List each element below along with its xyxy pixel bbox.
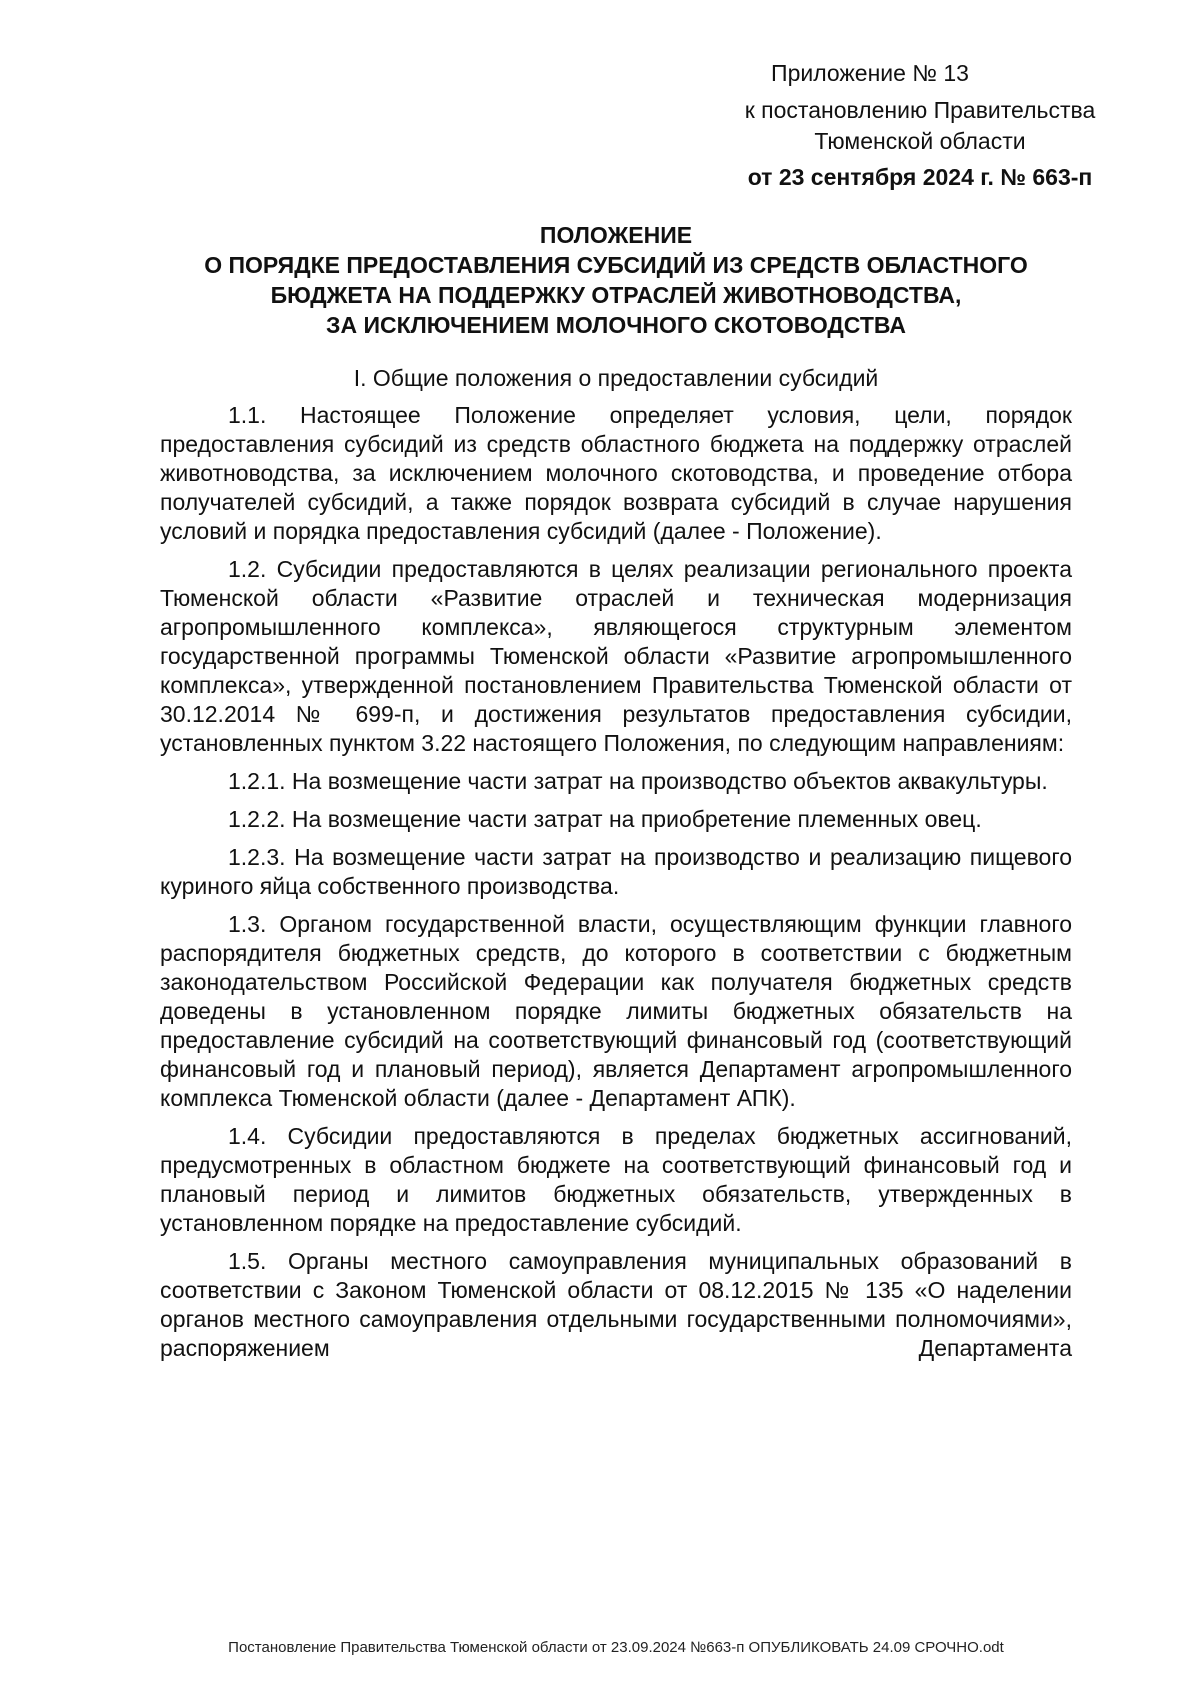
- section-heading: I. Общие положения о предоставлении субсидий: [353, 365, 879, 391]
- paragraph-1-5: 1.5. Органы местного самоуправления муниципальных образований в соответствии с Законом Тюменской области от 08.12.2015 № 135 «О наделении органов местного самоуправления отдельными государственными полномочиями», распоряжением Департамента: [160, 1248, 1072, 1361]
- paragraph-1-1: 1.1. Настоящее Положение определяет условия, цели, порядок предоставления субсидий из средств областного бюджета на поддержку отраслей животноводства, за исключением молочного скотоводства, и проведение отбора получателей субсидий, а также порядок возврата субсидий в случае нарушения условий и порядка предоставления субсидий (далее - Положение).: [160, 402, 1072, 544]
- appendix-reference: [700, 95, 1140, 157]
- title-line-4: ЗА ИСКЛЮЧЕНИЕМ МОЛОЧНОГО СКОТОВОДСТВА: [326, 312, 906, 338]
- title-line-1: ПОЛОЖЕНИЕ: [539, 222, 693, 248]
- appendix-reference-line-2: Тюменской области: [814, 128, 1026, 154]
- paragraph-1-4: 1.4. Субсидии предоставляются в пределах бюджетных ассигнований, предусмотренных в областном бюджете на соответствующий финансовый год и плановый период и лимитов бюджетных обязательств, утвержденных в установленном порядке на предоставление субсидий.: [160, 1123, 1072, 1236]
- document-body: [160, 401, 1072, 1372]
- paragraph-1-2-3: 1.2.3. На возмещение части затрат на производство и реализацию пищевого куриного яйца собственного производства.: [160, 844, 1072, 899]
- paragraph-1-2-2: 1.2.2. На возмещение части затрат на приобретение племенных овец.: [228, 806, 982, 832]
- paragraph-1-2: 1.2. Субсидии предоставляются в целях реализации регионального проекта Тюменской области «Развитие отраслей и техническая модернизация агропромышленного комплекса», являющегося структурным элементом государственной программы Тюменской области «Развитие агропромышленного комплекса», утвержденной постановлением Правительства Тюменской области от 30.12.2014 № 699-п, и достижения результатов предоставления субсидии, установленных пунктом 3.22 настоящего Положения, по следующим направлениям:: [160, 556, 1072, 756]
- appendix-number: Приложение № 13: [771, 60, 969, 86]
- paragraph-1-2-1: 1.2.1. На возмещение части затрат на производство объектов аквакультуры.: [228, 768, 1048, 794]
- appendix-date: от 23 сентября 2024 г. № 663-п: [747, 164, 1093, 190]
- title-line-3: БЮДЖЕТА НА ПОДДЕРЖКУ ОТРАСЛЕЙ ЖИВОТНОВОДСТВА,: [270, 282, 962, 308]
- title-line-2: О ПОРЯДКЕ ПРЕДОСТАВЛЕНИЯ СУБСИДИЙ ИЗ СРЕДСТВ ОБЛАСТНОГО: [204, 252, 1028, 278]
- document-title: [160, 220, 1072, 340]
- page-footer: Постановление Правительства Тюменской области от 23.09.2024 №663-п ОПУБЛИКОВАТЬ 24.09 СРОЧНО.odt: [228, 1639, 1004, 1656]
- appendix-reference-line-1: к постановлению Правительства: [744, 97, 1096, 123]
- paragraph-1-3: 1.3. Органом государственной власти, осуществляющим функции главного распорядителя бюджетных средств, до которого в соответствии с бюджетным законодательством Российской Федерации как получателя бюджетных средств доведены в установленном порядке лимиты бюджетных обязательств на предоставление субсидий на соответствующий финансовый год (соответствующий финансовый год и плановый период), является Департамент агропромышленного комплекса Тюменской области (далее - Департамент АПК).: [160, 911, 1072, 1111]
